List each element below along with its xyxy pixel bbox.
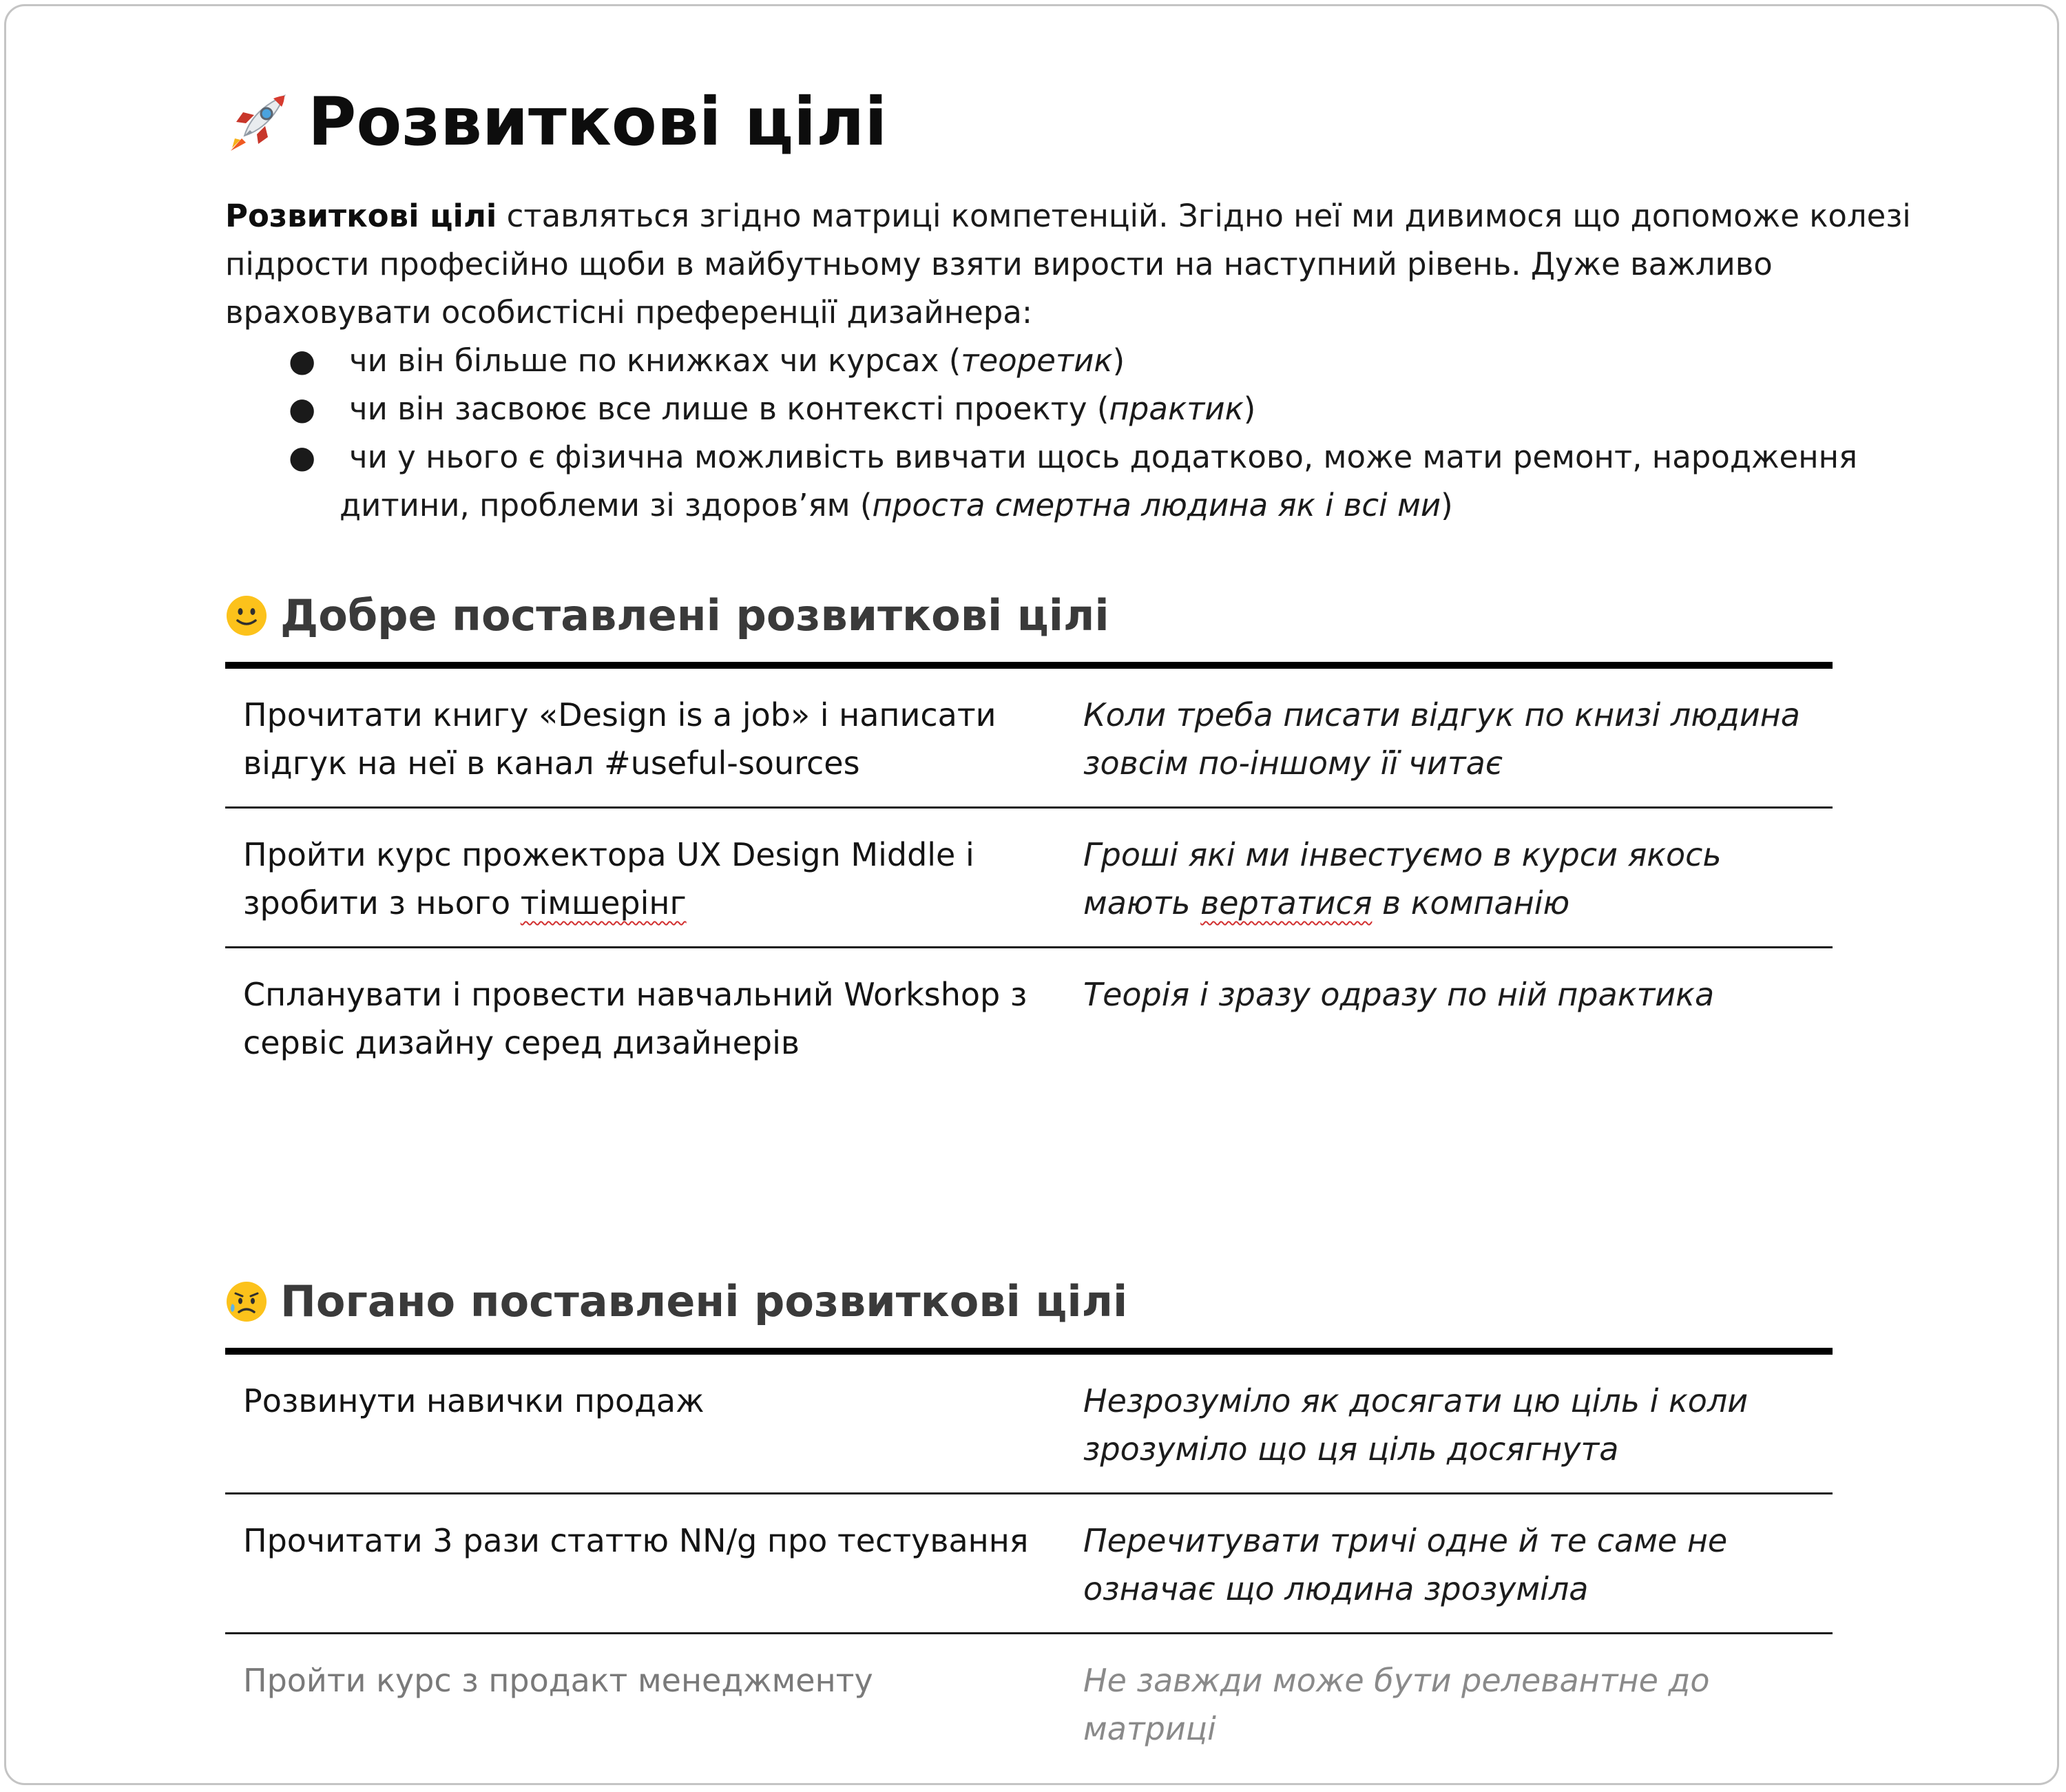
good-goals-table (225, 662, 1833, 1086)
title-text: Розвиткові цілі (308, 83, 888, 160)
table-row (225, 1351, 1833, 1494)
note-cell: Теорія і зразу одразу по ній практика (1083, 976, 1715, 1013)
table-row (225, 808, 1833, 948)
intro-text: ставляться згідно матриці компетенцій. Згідно неї ми дивимося що допоможе колезі підрости професійно щоби в майбутньому взяти вирости на наступний рівень. Дуже важливо враховувати особистісні преференції дизайнера: (225, 198, 1911, 331)
preferences-list (225, 337, 1988, 530)
list-item: ● чи у нього є фізична можливість вивчати щось додатково, може мати ремонт, народження дитини, проблеми зі здоров’ям (проста смертна людина як і всі ми) (225, 433, 1988, 530)
list-item: ● чи він більше по книжках чи курсах (теоретик) (225, 337, 1988, 385)
document-page (4, 4, 2059, 1785)
bullet-icon: ● (289, 439, 316, 475)
intro-paragraph (225, 192, 1988, 337)
note-cell: Незрозуміло як досягати цю ціль і коли зрозуміло що ця ціль досягнута (1065, 1351, 1833, 1494)
spellcheck-mark[interactable]: вертатися (1200, 884, 1373, 921)
note-cell: Не завжди може бути релевантне до матриці (1083, 1662, 1710, 1747)
sad-sweat-face-icon (225, 1280, 268, 1323)
goal-cell: Пройти курс прожектора UX Design Middle і зробити з нього тімшерінг (225, 808, 1065, 948)
intro-lead: Розвиткові цілі (225, 198, 497, 234)
table-row (225, 948, 1833, 1087)
bullet-icon: ● (289, 342, 316, 379)
table-row (225, 1494, 1833, 1634)
note-cell: Коли треба писати відгук по книзі людина зовсім по-іншому її читає (1065, 665, 1833, 808)
section-heading: Погано поставлені розвиткові цілі (280, 1276, 1128, 1326)
good-goals-heading (225, 590, 1109, 640)
page-title (225, 83, 887, 160)
note-cell: Гроші які ми інвестуємо в курси якось мають вертатися в компанію (1065, 808, 1833, 948)
table-row (225, 665, 1833, 808)
list-item: ● чи він засвоює все лише в контексті проекту (практик) (225, 385, 1988, 433)
goal-cell: Прочитати книгу «Design is a job» і написати відгук на неї в канал #useful-sources (225, 665, 1065, 808)
smiling-face-icon (225, 594, 268, 637)
goal-cell: Пройти курс з продакт менеджменту (243, 1662, 873, 1699)
bad-goals-heading (225, 1276, 1127, 1326)
goal-cell: Розвинути навички продаж (225, 1351, 1065, 1494)
note-cell: Перечитувати тричі одне й те саме не означає що людина зрозуміла (1065, 1494, 1833, 1634)
section-heading: Добре поставлені розвиткові цілі (280, 590, 1109, 640)
spellcheck-mark[interactable]: тімшерінг (520, 884, 687, 921)
goal-cell: Спланувати і провести навчальний Workshop з сервіс дизайну серед дизайнерів (243, 976, 1027, 1061)
bullet-icon: ● (289, 390, 316, 427)
goal-cell: Прочитати 3 рази статтю NN/g про тестування (225, 1494, 1065, 1634)
rocket-icon (225, 89, 291, 155)
table-row (225, 1634, 1833, 1773)
bad-goals-table (225, 1348, 1833, 1772)
